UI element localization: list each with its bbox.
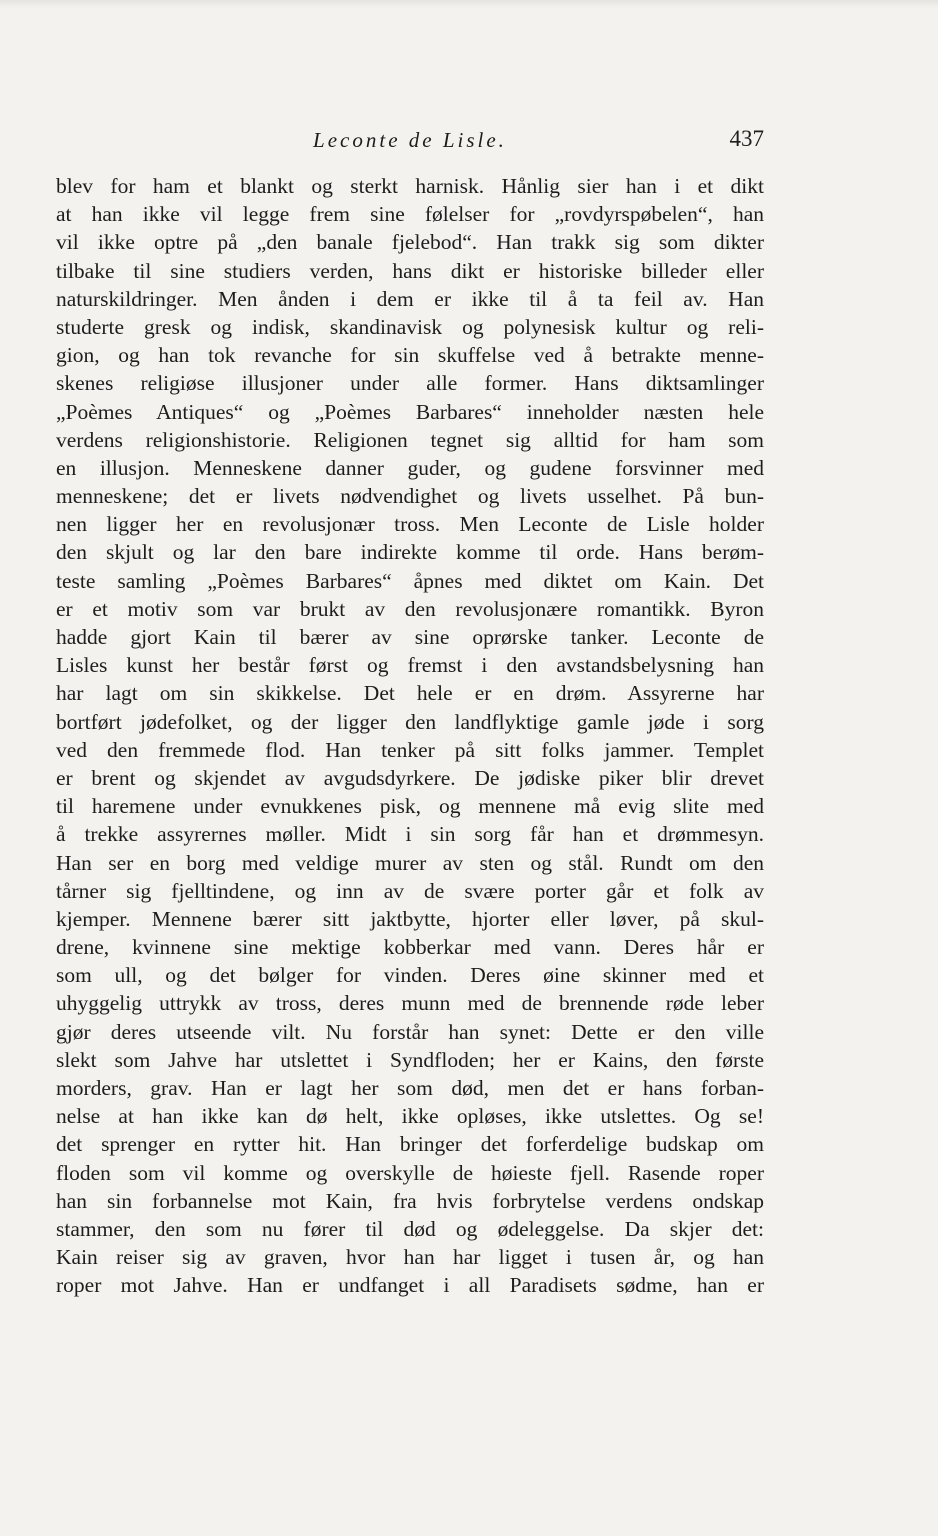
text-line: at han ikke vil legge frem sine følelser for „rovdyrspøbelen“, han xyxy=(56,202,764,227)
text-line: Han ser en borg med veldige murer av sten og stål. Rundt om den xyxy=(56,850,764,875)
text-line: verdens religionshistorie. Religionen tegnet sig alltid for ham som xyxy=(56,427,764,452)
text-line: er brent og skjendet av avgudsdyrkere. De jødiske piker blir drevet xyxy=(56,765,764,790)
text-line: morders, grav. Han er lagt her som død, men det er hans forban- xyxy=(56,1076,764,1100)
text-line: Kain reiser sig av graven, hvor han har ligget i tusen år, og han xyxy=(56,1245,764,1270)
text-line: drene, kvinnene sine mektige kobberkar med vann. Deres hår er xyxy=(56,935,764,960)
text-line: det sprenger en rytter hit. Han bringer det forferdelige budskap om xyxy=(56,1132,764,1157)
text-line: ved den fremmede flod. Han tenker på sitt folks jammer. Templet xyxy=(56,737,764,762)
text-line: floden som vil komme og overskylle de høieste fjell. Rasende roper xyxy=(56,1160,764,1185)
text-line: uhyggelig uttrykk av tross, deres munn med de brennende røde leber xyxy=(56,991,764,1016)
text-line: blev for ham et blankt og sterkt harnisk. Hånlig sier han i et dikt xyxy=(56,174,764,198)
text-line: tilbake til sine studiers verden, hans dikt er historiske billeder eller xyxy=(56,258,764,283)
text-line: hadde gjort Kain til bærer av sine oprørske tanker. Leconte de xyxy=(56,625,764,649)
text-line: kjemper. Mennene bærer sitt jaktbytte, hjorter eller løver, på skul- xyxy=(56,906,764,931)
text-line: tårner sig fjelltindene, og inn av de svære porter går et folk av xyxy=(56,878,764,903)
text-line: naturskildringer. Men ånden i dem er ikke til å ta feil av. Han xyxy=(56,286,764,311)
running-head xyxy=(56,122,764,162)
page-number: 437 xyxy=(729,126,764,151)
text-line: har lagt om sin skikkelse. Det hele er en drøm. Assyrerne har xyxy=(56,681,764,706)
body-text xyxy=(56,172,764,1300)
text-line: han sin forbannelse mot Kain, fra hvis forbrytelse verdens ondskap xyxy=(56,1188,764,1213)
text-line: studerte gresk og indisk, skandinavisk og polynesisk kultur og reli- xyxy=(56,314,764,339)
text-line: Lisles kunst her består først og fremst i den avstandsbelysning han xyxy=(56,653,764,678)
text-line: nen ligger her en revolusjonær tross. Men Leconte de Lisle holder xyxy=(56,512,764,537)
text-line: som ull, og det bølger for vinden. Deres øine skinner med et xyxy=(56,963,764,988)
text-line: stammer, den som nu fører til død og ødeleggelse. Da skjer det: xyxy=(56,1216,764,1241)
text-line: gjør deres utseende vilt. Nu forstår han synet: Dette er den ville xyxy=(56,1019,764,1044)
running-title: Leconte de Lisle. xyxy=(313,128,507,152)
text-line: å trekke assyrernes møller. Midt i sin sorg får han et drømmesyn. xyxy=(56,822,764,847)
text-line: slekt som Jahve har utslettet i Syndfloden; her er Kains, den første xyxy=(56,1047,764,1072)
text-line: „Poèmes Antiques“ og „Poèmes Barbares“ inneholder næsten hele xyxy=(56,399,764,424)
text-line: bortført jødefolket, og der ligger den landflyktige gamle jøde i sorg xyxy=(56,709,764,734)
text-line: roper mot Jahve. Han er undfanget i all Paradisets sødme, han er xyxy=(56,1273,764,1298)
text-line: teste samling „Poèmes Barbares“ åpnes med diktet om Kain. Det xyxy=(56,568,764,593)
text-line: den skjult og lar den bare indirekte komme til orde. Hans berøm- xyxy=(56,540,764,565)
text-line: menneskene; det er livets nødvendighet og livets usselhet. På bun- xyxy=(56,484,764,509)
text-line: til haremene under evnukkenes pisk, og mennene må evig slite med xyxy=(56,794,764,819)
text-line: vil ikke optre på „den banale fjelebod“. Han trakk sig som dikter xyxy=(56,230,764,255)
page-top-edge xyxy=(0,0,938,8)
text-line: en illusjon. Menneskene danner guder, og gudene forsvinner med xyxy=(56,455,764,480)
text-line: gion, og han tok revanche for sin skuffelse ved å betrakte menne- xyxy=(56,343,764,368)
text-line: nelse at han ikke kan dø helt, ikke opløses, ikke utslettes. Og se! xyxy=(56,1104,764,1129)
text-line: er et motiv som var brukt av den revolusjonære romantikk. Byron xyxy=(56,596,764,621)
text-line: skenes religiøse illusjoner under alle former. Hans diktsamlinger xyxy=(56,371,764,396)
